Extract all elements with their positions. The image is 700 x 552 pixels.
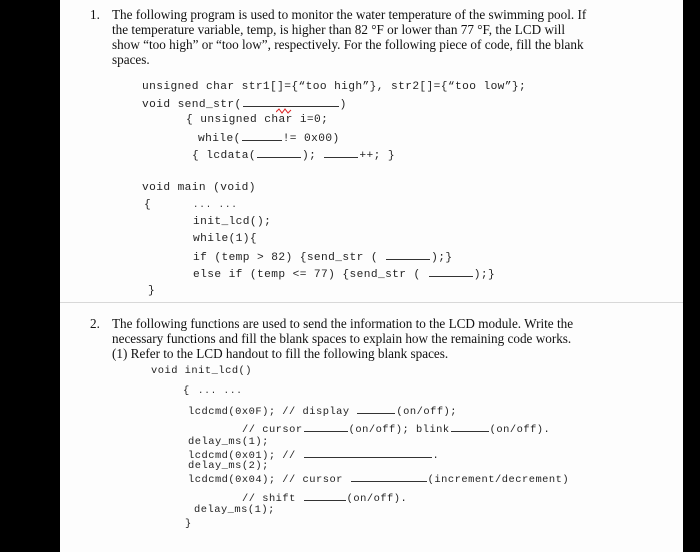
q2-entry-head: lcdcmd(0x04); // cursor xyxy=(188,474,343,486)
q1-code-if xyxy=(193,250,452,264)
q1-if-tail: );} xyxy=(431,252,453,264)
q2-code-close-brace: } xyxy=(185,518,192,530)
q2-cursor-head: // cursor xyxy=(242,424,303,436)
q2-code-fn: void init_lcd() xyxy=(151,365,253,377)
q1-lcdata-mid: ); xyxy=(302,150,317,162)
q1-send-str-head: void send_str( xyxy=(142,99,242,111)
q1-blank-elseif[interactable] xyxy=(429,267,473,277)
q2-shift-head: // shift xyxy=(242,493,296,505)
q1-blank-if[interactable] xyxy=(386,250,430,260)
q2-code-open-brace: { xyxy=(183,385,190,397)
q2-code-entry-mode xyxy=(188,472,569,486)
q2-blank-display[interactable] xyxy=(357,404,395,414)
q2-line-2: necessary functions and fill the blank spaces to explain how the remaining code works. xyxy=(112,331,572,346)
q1-code-ellipsis: ... ... xyxy=(193,200,238,210)
q1-elseif-head: else if (temp <= 77) {send_str ( xyxy=(193,269,421,281)
q2-cursor-mid: (on/off); blink xyxy=(348,424,450,436)
q1-while-head: while( xyxy=(198,133,241,145)
q1-code-elseif xyxy=(193,267,495,281)
q2-number: 2. xyxy=(90,316,100,331)
q2-code-ellipsis: ... ... xyxy=(198,386,243,396)
q1-code-while1: while(1){ xyxy=(193,233,258,245)
q1-code-send-str xyxy=(142,97,347,111)
q2-blank-cursor[interactable] xyxy=(304,422,348,432)
q1-blank-param[interactable] xyxy=(243,97,339,107)
q1-code-decl: unsigned char str1[]={“too high”}, str2[]={“too low”}; xyxy=(142,81,527,93)
q2-code-delay-2: delay_ms(2); xyxy=(188,460,269,472)
q2-code-cursor-blink xyxy=(242,422,550,436)
q2-display-tail: (on/off); xyxy=(396,406,458,418)
q2-line-3: (1) Refer to the LCD handout to fill the following blank spaces. xyxy=(112,346,449,361)
q1-line-4: spaces. xyxy=(112,52,150,67)
q1-code-body1: { unsigned char i=0; xyxy=(186,114,329,126)
q2-code-delay-1: delay_ms(1); xyxy=(188,436,269,448)
document-page xyxy=(60,0,683,552)
q1-blank-increment[interactable] xyxy=(324,148,358,158)
q1-line-3: show “too high” or “too low”, respectively. For the following piece of code, fill the blank xyxy=(112,37,584,52)
section-divider xyxy=(60,302,683,303)
q1-code-lcdata xyxy=(192,148,395,162)
q1-code-open-brace: { xyxy=(144,199,152,211)
q1-code-main: void main (void) xyxy=(142,182,256,194)
q2-line-1: The following functions are used to send the information to the LCD module. Write the xyxy=(112,316,574,331)
q2-code-delay-3: delay_ms(1); xyxy=(194,504,275,516)
q2-entry-tail: (increment/decrement) xyxy=(427,474,570,486)
q2-clear-head: lcdcmd(0x01); // xyxy=(188,450,296,462)
q1-code-close-brace: } xyxy=(148,285,156,297)
q2-display-head: lcdcmd(0x0F); // display xyxy=(188,406,350,418)
q1-blank-while[interactable] xyxy=(242,131,282,141)
q1-elseif-tail: );} xyxy=(473,269,496,281)
q2-shift-tail: (on/off). xyxy=(346,493,408,505)
q2-code-shift xyxy=(242,491,407,505)
q2-blank-shift[interactable] xyxy=(304,491,346,501)
q1-lcdata-head: { lcdata( xyxy=(192,150,257,162)
q1-blank-lcdata[interactable] xyxy=(257,148,301,158)
q1-code-while xyxy=(198,131,340,145)
q2-blink-tail: (on/off). xyxy=(489,424,551,436)
q1-lcdata-tail: ++; } xyxy=(359,150,395,162)
q1-while-tail: != 0x00) xyxy=(282,133,340,145)
q1-code-init: init_lcd(); xyxy=(193,216,272,228)
q1-line-2: the temperature variable, temp, is higher than 82 °F or lower than 77 °F, the LCD will xyxy=(112,22,565,37)
q2-clear-tail: . xyxy=(432,450,440,462)
q2-blank-blink[interactable] xyxy=(451,422,489,432)
q2-code-display xyxy=(188,404,457,418)
q1-line-1: The following program is used to monitor the water temperature of the swimming pool. If xyxy=(112,7,587,22)
q1-number: 1. xyxy=(90,7,100,22)
q2-blank-entry[interactable] xyxy=(351,472,427,482)
q1-if-head: if (temp > 82) {send_str ( xyxy=(193,252,378,264)
q2-blank-clear[interactable] xyxy=(304,448,432,458)
q1-send-str-tail: ) xyxy=(339,99,347,111)
